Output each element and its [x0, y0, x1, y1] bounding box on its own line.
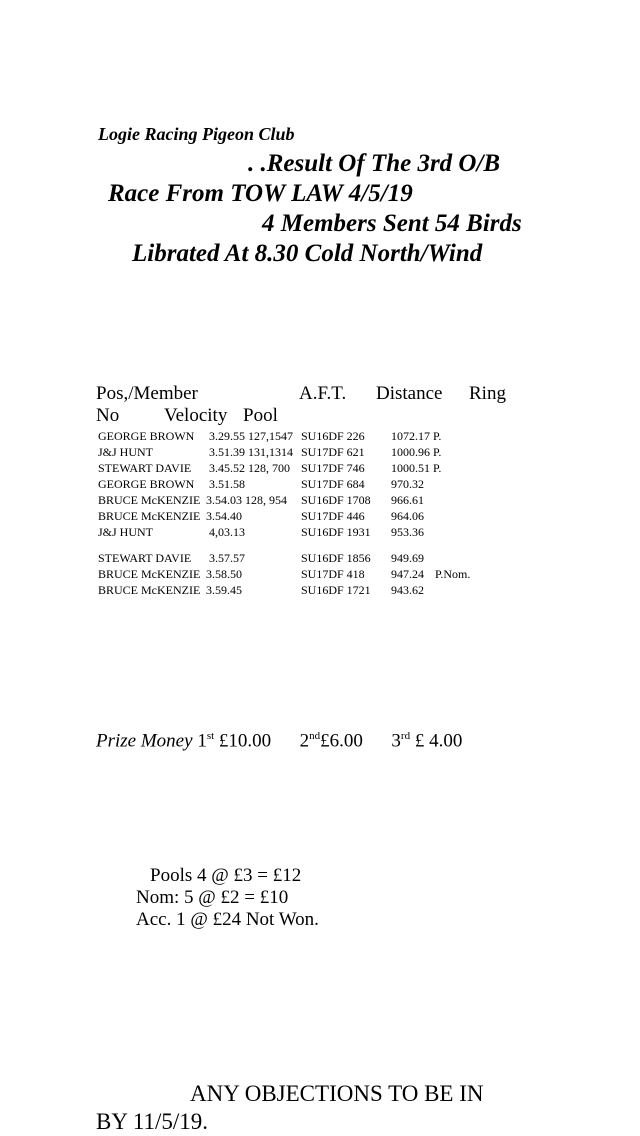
member-name: J&J HUNT	[98, 525, 154, 539]
member-name: STEWART DAVIE	[98, 551, 192, 565]
velocity-value: 970.32	[391, 477, 424, 491]
ring-number: SU16DF 1721	[301, 583, 371, 597]
result-heading-line-1: . .Result Of The 3rd O/B	[248, 150, 501, 177]
prize-third-pos: 3	[391, 730, 401, 752]
arrival-time: 3.57.57	[209, 551, 245, 565]
pool-note: P.	[433, 461, 442, 475]
result-heading-line-4: Librated At 8.30 Cold North/Wind	[132, 240, 483, 267]
member-name: J&J HUNT	[98, 445, 154, 459]
arrival-time: 3.45.52 128, 700	[209, 461, 290, 475]
ring-number: SU17DF 746	[301, 461, 365, 475]
arrival-time: 3.54.40	[206, 509, 242, 523]
header-no: No	[96, 405, 120, 426]
ring-number: SU17DF 418	[301, 567, 365, 581]
arrival-time: 3.54.03 128, 954	[206, 493, 287, 507]
result-heading-line-3: 4 Members Sent 54 Birds	[262, 210, 522, 237]
arrival-time: 3.58.50	[206, 567, 242, 581]
prize-first-suffix: st	[206, 730, 215, 742]
header-velocity: Velocity	[164, 405, 228, 426]
arrival-time: 3.29.55 127,1547	[209, 429, 293, 443]
prize-third-amount: £ 4.00	[414, 730, 463, 752]
pool-note: P.	[433, 429, 442, 443]
header-aft: A.F.T.	[299, 383, 347, 404]
member-name: BRUCE McKENZIE	[98, 583, 201, 597]
arrival-time: 3.59.45	[206, 583, 242, 597]
header-pool: Pool	[243, 405, 278, 426]
velocity-value: 1000.51	[391, 461, 430, 475]
velocity-value: 953.36	[391, 525, 424, 539]
member-name: BRUCE McKENZIE	[98, 509, 201, 523]
accumulator-summary: Acc. 1 @ £24 Not Won.	[136, 909, 319, 930]
velocity-value: 964.06	[391, 509, 424, 523]
pools-summary: Pools 4 @ £3 = £12	[150, 865, 302, 886]
nomination-summary: Nom: 5 @ £2 = £10	[136, 887, 289, 908]
prize-second-pos: 2	[299, 730, 310, 752]
ring-number: SU17DF 621	[301, 445, 365, 459]
ring-number: SU16DF 226	[301, 429, 365, 443]
velocity-value: 1072.17	[391, 429, 430, 443]
prize-second-suffix: nd	[309, 730, 321, 742]
velocity-value: 966.61	[391, 493, 424, 507]
member-name: BRUCE McKENZIE	[98, 567, 201, 581]
pool-note: P.Nom.	[435, 567, 471, 581]
header-distance: Distance	[376, 383, 443, 404]
arrival-time: 3.51.58	[209, 477, 245, 491]
velocity-value: 1000.96	[391, 445, 430, 459]
member-name: STEWART DAVIE	[98, 461, 192, 475]
prize-first-amount: £10.00	[218, 730, 272, 752]
header-pos-member: Pos,/Member	[96, 383, 198, 404]
club-name: Logie Racing Pigeon Club	[98, 124, 295, 144]
member-name: GEORGE BROWN	[98, 477, 195, 491]
ring-number: SU17DF 684	[301, 477, 365, 491]
prize-third-suffix: rd	[400, 730, 411, 742]
member-name: BRUCE McKENZIE	[98, 493, 201, 507]
ring-number: SU16DF 1856	[301, 551, 371, 565]
prize-second-amount: £6.00	[320, 730, 363, 752]
ring-number: SU16DF 1708	[301, 493, 371, 507]
velocity-value: 947.24	[391, 567, 424, 581]
arrival-time: 4,03.13	[209, 525, 245, 539]
velocity-value: 949.69	[391, 551, 424, 565]
prize-first-pos: 1	[197, 730, 207, 752]
objections-notice-line-2: BY 11/5/19.	[96, 1109, 209, 1134]
header-ring: Ring	[469, 383, 506, 404]
ring-number: SU17DF 446	[301, 509, 365, 523]
ring-number: SU16DF 1931	[301, 525, 371, 539]
pool-note: P.	[433, 445, 442, 459]
prize-money-label: Prize Money	[96, 730, 193, 752]
objections-notice-line-1: ANY OBJECTIONS TO BE IN	[190, 1081, 484, 1106]
velocity-value: 943.62	[391, 583, 424, 597]
result-heading-line-2: Race From TOW LAW 4/5/19	[108, 180, 413, 207]
member-name: GEORGE BROWN	[98, 429, 195, 443]
prize-money-line	[96, 730, 462, 752]
arrival-time: 3.51.39 131,1314	[209, 445, 293, 459]
